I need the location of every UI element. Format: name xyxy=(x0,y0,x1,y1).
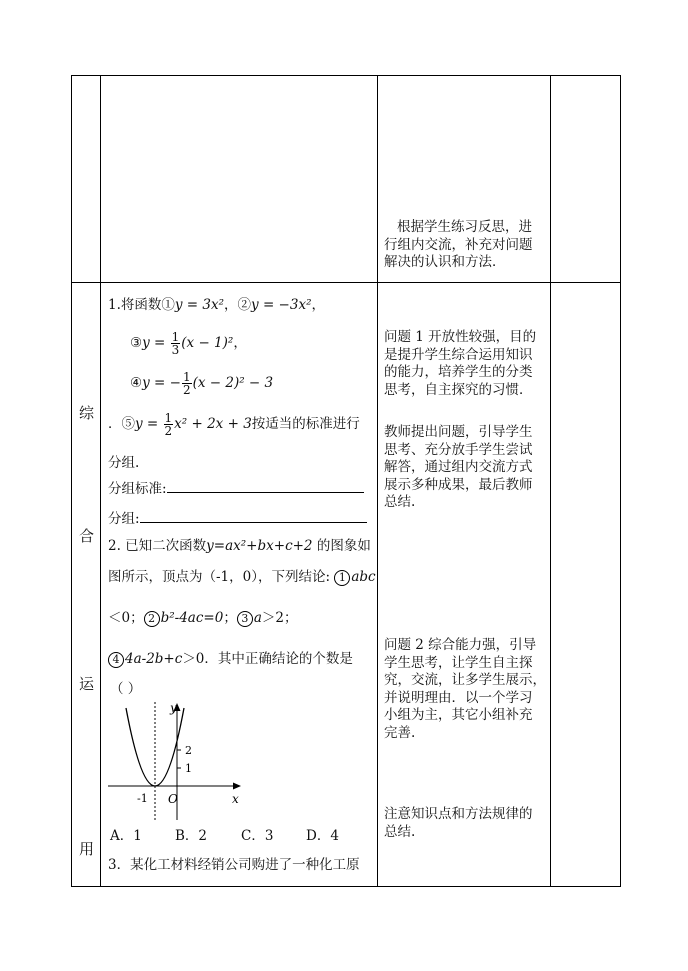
note-line: 总结. xyxy=(384,823,416,840)
answer-paren: （ ） xyxy=(110,681,142,697)
origin-label: O xyxy=(168,792,178,806)
note-problem-1 xyxy=(384,329,548,399)
note-line: 究，交流，让多学生展示， xyxy=(384,672,546,688)
q1-line-4 xyxy=(130,371,273,396)
option-c[interactable]: C．3 xyxy=(241,828,274,844)
top-note-line: 行组内交流，补充对问题 xyxy=(384,236,533,253)
option-d[interactable]: D．4 xyxy=(306,828,339,844)
note-line: 学生思考，让学生自主探 xyxy=(384,654,533,671)
table-border-right xyxy=(620,75,621,887)
q1-line-3 xyxy=(130,331,247,356)
q2-expr: b²-4ac=0 xyxy=(160,610,224,626)
q2-function: y=ax²+bx+c+2 xyxy=(206,538,313,554)
q1-func-4-post: (x − 2)² − 3 xyxy=(192,375,274,391)
tick-label-2: 2 xyxy=(185,744,192,757)
q1-group-label: 分组: xyxy=(108,511,140,527)
note-line: 解答，通过组内交流方式 xyxy=(384,459,533,475)
parabola-graph xyxy=(104,700,264,830)
q2-text: 的图象如 xyxy=(312,538,371,554)
q1-marker: ④ xyxy=(130,375,143,391)
table-border-bottom xyxy=(71,886,621,887)
q2-text: ＞2； xyxy=(261,610,298,626)
q1-func-5-pre: y = xyxy=(135,416,163,432)
side-label-char: 综 xyxy=(79,404,95,422)
side-label-char: 用 xyxy=(79,840,95,858)
option-b[interactable]: B．2 xyxy=(175,828,208,844)
q1-func-5-frac xyxy=(164,412,174,437)
frac-num: 1 xyxy=(164,411,173,425)
note-line: 教师提出问题，引导学生 xyxy=(384,424,533,440)
note-line: 注意知识点和方法规律的 xyxy=(384,806,533,822)
circled-number-3: 3 xyxy=(237,611,253,627)
q1-line-5 xyxy=(108,412,360,437)
q1-line-group: 分组. xyxy=(108,455,140,471)
frac-den: 3 xyxy=(171,343,180,357)
table-col-divider-1 xyxy=(100,75,101,887)
top-note-line: 根据学生练习反思，进 xyxy=(397,219,532,235)
note-teacher xyxy=(384,424,548,512)
note-line: 思考、充分放手学生尝试 xyxy=(384,441,533,458)
q1-func-3-post: (x − 1)² xyxy=(181,335,234,351)
q2-expr: a xyxy=(253,610,262,626)
q1-sep: ，② xyxy=(224,297,252,313)
tick-label-1: 1 xyxy=(185,762,192,775)
circled-number-4: 4 xyxy=(108,652,124,668)
side-label-char: 合 xyxy=(79,527,95,545)
q1-sep: ， xyxy=(311,297,325,313)
q1-intro: 1.将函数① xyxy=(108,297,175,313)
note-summary xyxy=(384,806,548,841)
note-line: 并说明理由．以一个学习 xyxy=(384,689,533,706)
q3-line-1: 3．某化工材料经销公司购进了一种化工原 xyxy=(108,857,360,873)
note-line: 问题 1 开放性较强，目的 xyxy=(384,329,537,345)
q1-func-3-frac xyxy=(171,331,181,356)
q2-line-4 xyxy=(108,651,353,668)
note-line: 是提升学生综合运用知识 xyxy=(384,346,533,363)
note-line: 问题 2 综合能力强，引导 xyxy=(384,637,537,653)
x-axis-arrow xyxy=(233,783,241,790)
q1-criteria-label: 分组标准: xyxy=(108,481,167,497)
frac-num: 1 xyxy=(182,370,191,384)
frac-den: 2 xyxy=(164,424,173,438)
q2-text: ； xyxy=(223,610,237,626)
q1-criteria-row xyxy=(108,481,364,498)
circled-number-2: 2 xyxy=(144,611,160,627)
q1-marker: ．⑤ xyxy=(108,416,135,432)
circled-number-1: 1 xyxy=(334,570,350,586)
q1-func-4-pre: y = − xyxy=(142,375,181,391)
note-line: 完善. xyxy=(384,724,416,741)
note-line: 展示多种成果，最后教师 xyxy=(384,476,533,493)
x-axis-label: x xyxy=(232,792,239,806)
note-line: 总结. xyxy=(384,494,416,510)
option-a[interactable]: A．1 xyxy=(110,828,142,844)
frac-den: 2 xyxy=(182,383,191,397)
q1-group-row xyxy=(108,511,367,528)
q2-text: ＞0．其中正确结论的个数是 xyxy=(182,651,353,667)
tick-label-neg1: -1 xyxy=(137,792,148,805)
q2-line-3 xyxy=(108,610,297,627)
side-label-char: 运 xyxy=(79,675,95,693)
q1-tail: 按适当的标准进行 xyxy=(251,416,360,432)
table-col-divider-2 xyxy=(377,75,378,887)
group-answer-blank[interactable] xyxy=(140,522,367,523)
table-border-left xyxy=(71,75,72,887)
top-note xyxy=(384,219,546,272)
q1-func-4-frac xyxy=(182,371,192,396)
note-line: 的能力，培养学生的分类 xyxy=(384,364,533,380)
q2-expr: abc xyxy=(351,569,376,585)
table-row-divider xyxy=(71,282,621,283)
q1-func-3-pre: y = xyxy=(142,335,170,351)
q2-text: 2. 已知二次函数 xyxy=(108,538,207,554)
table-border-top xyxy=(71,75,621,76)
q1-marker: ③ xyxy=(130,335,143,351)
frac-num: 1 xyxy=(171,330,180,344)
top-note-line: 解决的认识和方法． xyxy=(384,254,506,270)
y-axis-label: y xyxy=(170,701,177,715)
note-line: 思考，自主探究的习惯． xyxy=(384,381,533,398)
q2-text: 图所示，顶点为（-1，0），下列结论: xyxy=(108,569,335,585)
q2-line-2 xyxy=(108,569,376,586)
note-problem-2 xyxy=(384,637,548,742)
q2-text: ＜0； xyxy=(108,610,144,626)
q2-expr: 4a-2b+c xyxy=(125,651,183,667)
note-line: 小组为主，其它小组补充 xyxy=(384,707,533,723)
q1-func-2: y = −3x² xyxy=(251,297,312,313)
q1-func-5-post: x² + 2x + 3 xyxy=(174,416,252,432)
criteria-answer-blank[interactable] xyxy=(167,492,364,493)
q2-line-1 xyxy=(108,538,371,555)
q1-func-1: y = 3x² xyxy=(174,297,225,313)
q1-sep: ， xyxy=(233,335,247,351)
table-col-divider-3 xyxy=(550,75,551,887)
q1-line-1 xyxy=(108,297,325,314)
